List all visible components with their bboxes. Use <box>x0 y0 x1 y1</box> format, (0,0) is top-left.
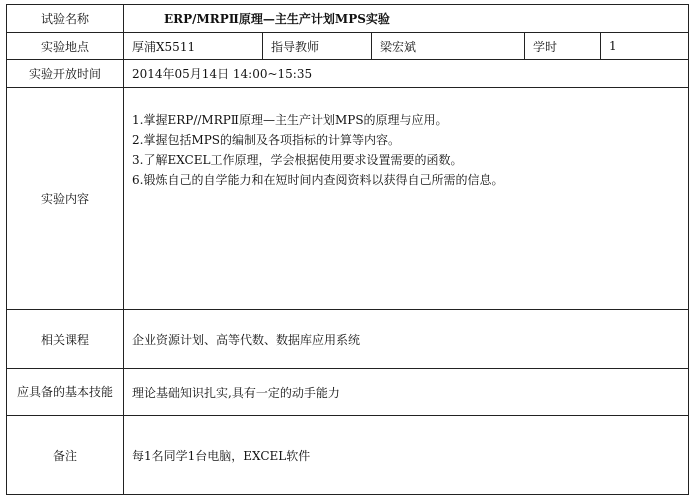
experiment-name-label: 试验名称 <box>7 5 124 33</box>
content-item: 3.了解EXCEL工作原理，学会根据使用要求设置需要的函数。 <box>132 153 463 167</box>
related-courses-label: 相关课程 <box>7 310 124 369</box>
content-item: 2.掌握包括MPS的编制及各项指标的计算等内容。 <box>132 133 401 147</box>
skills-label: 应具备的基本技能 <box>7 369 124 416</box>
open-time-value: 2014年05月14日 14:00~15:35 <box>124 60 689 88</box>
row-open-time <box>7 60 689 88</box>
content-label: 实验内容 <box>7 88 124 310</box>
skills-value: 理论基础知识扎实,具有一定的动手能力 <box>124 369 689 416</box>
experiment-name-value: ERP/MRPⅡ原理—主生产计划MPS实验 <box>124 5 689 33</box>
instructor-label: 指导教师 <box>263 33 372 60</box>
remarks-value: 每1名同学1台电脑，EXCEL软件 <box>124 416 689 495</box>
content-item: 1.掌握ERP//MRPⅡ原理—主生产计划MPS的原理与应用。 <box>132 113 448 127</box>
content-item: 6.锻炼自己的自学能力和在短时间内查阅资料以获得自己所需的信息。 <box>132 173 504 187</box>
row-location <box>7 33 689 60</box>
location-value: 厚浦X5511 <box>124 33 263 60</box>
hours-label: 学时 <box>525 33 601 60</box>
instructor-value: 梁宏斌 <box>372 33 525 60</box>
location-label: 实验地点 <box>7 33 124 60</box>
related-courses-value: 企业资源计划、高等代数、数据库应用系统 <box>124 310 689 369</box>
row-experiment-name <box>7 5 689 33</box>
row-content <box>7 88 689 310</box>
row-related-courses <box>7 310 689 369</box>
content-value <box>124 88 689 310</box>
row-remarks <box>7 416 689 495</box>
row-skills <box>7 369 689 416</box>
remarks-label: 备注 <box>7 416 124 495</box>
hours-value: 1 <box>601 33 689 60</box>
experiment-form-table <box>6 4 689 495</box>
open-time-label: 实验开放时间 <box>7 60 124 88</box>
